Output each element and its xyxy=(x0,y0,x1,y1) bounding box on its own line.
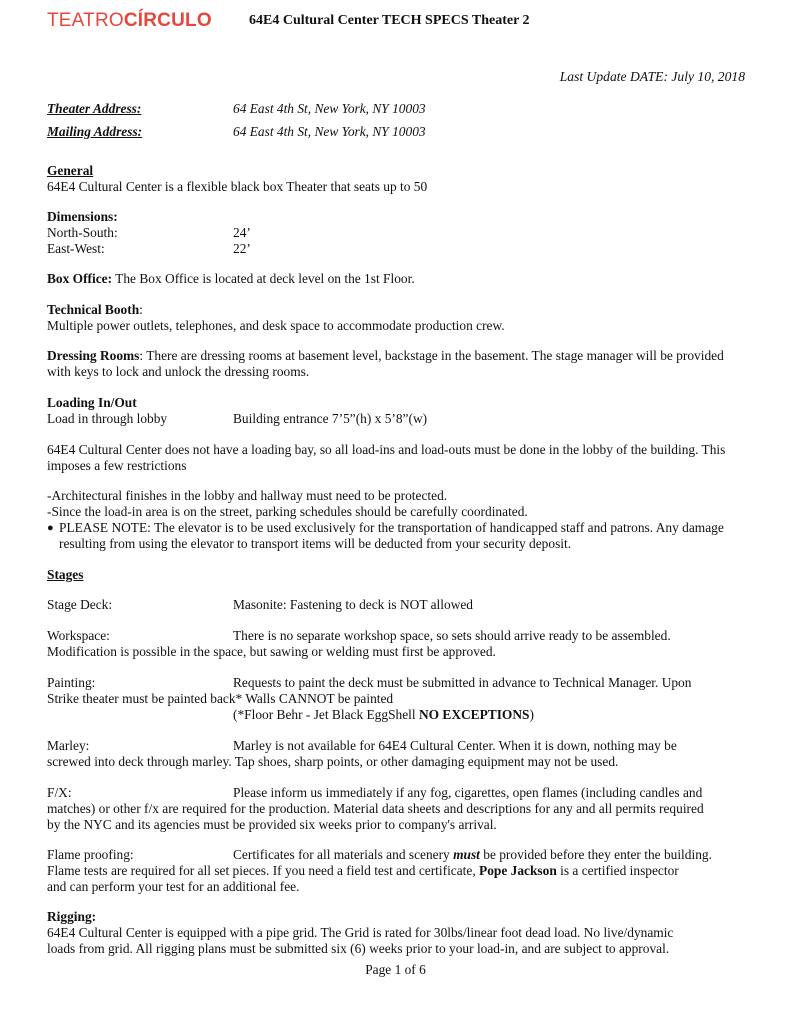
painting-label: Painting: xyxy=(47,675,96,690)
load-in-value: Building entrance 7’5”(h) x 5’8”(w) xyxy=(233,411,428,426)
loading-paragraph: 64E4 Cultural Center does not have a loading bay, so all load-ins and load-outs must be done in the lobby of the building. This imposes a few restrictions xyxy=(47,442,726,473)
rigging-line-2: loads from grid. All rigging plans must be submitted six (6) weeks prior to your load-in, and are subject to approval. xyxy=(47,941,670,956)
flame-certificates-text: Certificates for all materials and scenery xyxy=(233,847,454,862)
restriction-item-2: -Since the load-in area is on the street, parking schedules should be carefully coordinated. xyxy=(47,504,528,519)
general-section xyxy=(47,163,747,195)
painting-line-1: Requests to paint the deck must be submitted in advance to Technical Manager. Upon xyxy=(233,675,692,690)
flame-before-entering: be provided before they enter the building. xyxy=(479,847,712,862)
inspector-name: Pope Jackson xyxy=(479,863,557,878)
theater-address-value: 64 East 4th St, New York, NY 10003 xyxy=(233,101,426,116)
elevator-note: PLEASE NOTE: The elevator is to be used exclusively for the transportation of handicapped staff and patrons. Any damage resulting from using the elevator to transport items will be deducted from your security deposit. xyxy=(59,520,724,551)
rigging-line-1: 64E4 Cultural Center is equipped with a pipe grid. The Grid is rated for 30lbs/linear foot dead load. No live/dynamic xyxy=(47,925,674,940)
dimensions-heading: Dimensions: xyxy=(47,209,118,224)
north-south-label: North-South: xyxy=(47,225,118,240)
page-number: Page 1 of 6 xyxy=(365,962,426,977)
marley-line-1: Marley is not available for 64E4 Cultural Center. When it is down, nothing may be xyxy=(233,738,677,753)
teatro-circulo-logo xyxy=(47,10,212,32)
stage-deck-label: Stage Deck: xyxy=(47,597,113,612)
theater-address-label: Theater Address: xyxy=(47,101,142,116)
logo-text-light: TEATRO xyxy=(47,10,124,31)
box-office-label: Box Office: xyxy=(47,271,113,286)
painting-line-2: Strike theater must be painted back* Walls CANNOT be painted xyxy=(47,691,394,706)
must-emphasis: must xyxy=(453,847,480,862)
no-exceptions: NO EXCEPTIONS xyxy=(418,707,530,722)
stages-heading: Stages xyxy=(47,567,84,582)
north-south-value: 24’ xyxy=(233,225,251,240)
technical-booth-label: Technical Booth xyxy=(47,302,140,317)
box-office-text: The Box Office is located at deck level on the 1st Floor. xyxy=(112,271,415,286)
inspector-role: is a certified inspector xyxy=(556,863,679,878)
stage-deck-value: Masonite: Fastening to deck is NOT allowed xyxy=(233,597,474,612)
loading-restrictions xyxy=(47,488,747,552)
flame-line-2 xyxy=(47,863,679,879)
marley-label: Marley: xyxy=(47,738,90,753)
last-update: Last Update DATE: July 10, 2018 xyxy=(559,69,745,84)
dimensions-section xyxy=(47,209,747,257)
dressing-rooms-section xyxy=(47,348,745,380)
fx-line-3: by the NYC and its agencies must be provided six weeks prior to company's arrival. xyxy=(47,817,497,832)
flame-tests-text: Flame tests are required for all set pieces. If you need a field test and certificate, xyxy=(47,863,480,878)
flame-line-3: and can perform your test for an additional fee. xyxy=(47,879,300,894)
fx-line-1: Please inform us immediately if any fog, cigarettes, open flames (including candles and xyxy=(233,785,703,800)
fx-line-2: matches) or other f/x are required for the production. Material data sheets and descriptions for any and all permits required xyxy=(47,801,704,816)
mailing-address-value: 64 East 4th St, New York, NY 10003 xyxy=(233,124,426,139)
east-west-label: East-West: xyxy=(47,241,105,256)
flame-proofing-label: Flame proofing: xyxy=(47,847,134,862)
marley-line-2: screwed into deck through marley. Tap shoes, sharp points, or other damaging equipment may not be used. xyxy=(47,754,619,769)
flame-line-1 xyxy=(233,847,712,863)
general-text: 64E4 Cultural Center is a flexible black box Theater that seats up to 50 xyxy=(47,179,428,194)
document-title: 64E4 Cultural Center TECH SPECS Theater 2 xyxy=(249,13,530,28)
mailing-address-label: Mailing Address: xyxy=(47,124,143,139)
general-heading: General xyxy=(47,163,94,178)
loading-section xyxy=(47,395,747,427)
logo-text-bold: CÍRCULO xyxy=(123,10,212,31)
technical-booth-section: Technical Booth: Multiple power outlets, telephones, and desk space to accommodate production crew. xyxy=(47,302,747,334)
fx-label: F/X: xyxy=(47,785,72,800)
painting-close-paren: ) xyxy=(529,707,534,722)
painting-line-3 xyxy=(233,707,534,723)
rigging-heading: Rigging: xyxy=(47,909,97,924)
restriction-item-1: -Architectural finishes in the lobby and hallway must need to be protected. xyxy=(47,488,448,503)
workspace-label: Workspace: xyxy=(47,628,110,643)
load-in-label: Load in through lobby xyxy=(47,411,168,426)
workspace-line-2: Modification is possible in the space, but sawing or welding must first be approved. xyxy=(47,644,496,659)
technical-booth-text: Multiple power outlets, telephones, and desk space to accommodate production crew. xyxy=(47,318,505,333)
loading-heading: Loading In/Out xyxy=(47,395,137,410)
dressing-rooms-text: : There are dressing rooms at basement level, backstage in the basement. The stage manager will be provided with keys to lock and unlock the dressing rooms. xyxy=(47,348,724,379)
dressing-rooms-label: Dressing Rooms xyxy=(47,348,140,363)
workspace-line-1: There is no separate workshop space, so sets should arrive ready to be assembled. xyxy=(233,628,671,643)
painting-floor-spec: (*Floor Behr - Jet Black EggShell xyxy=(233,707,419,722)
bullet-icon: ● xyxy=(47,522,54,534)
box-office-section xyxy=(47,271,747,287)
east-west-value: 22’ xyxy=(233,241,251,256)
